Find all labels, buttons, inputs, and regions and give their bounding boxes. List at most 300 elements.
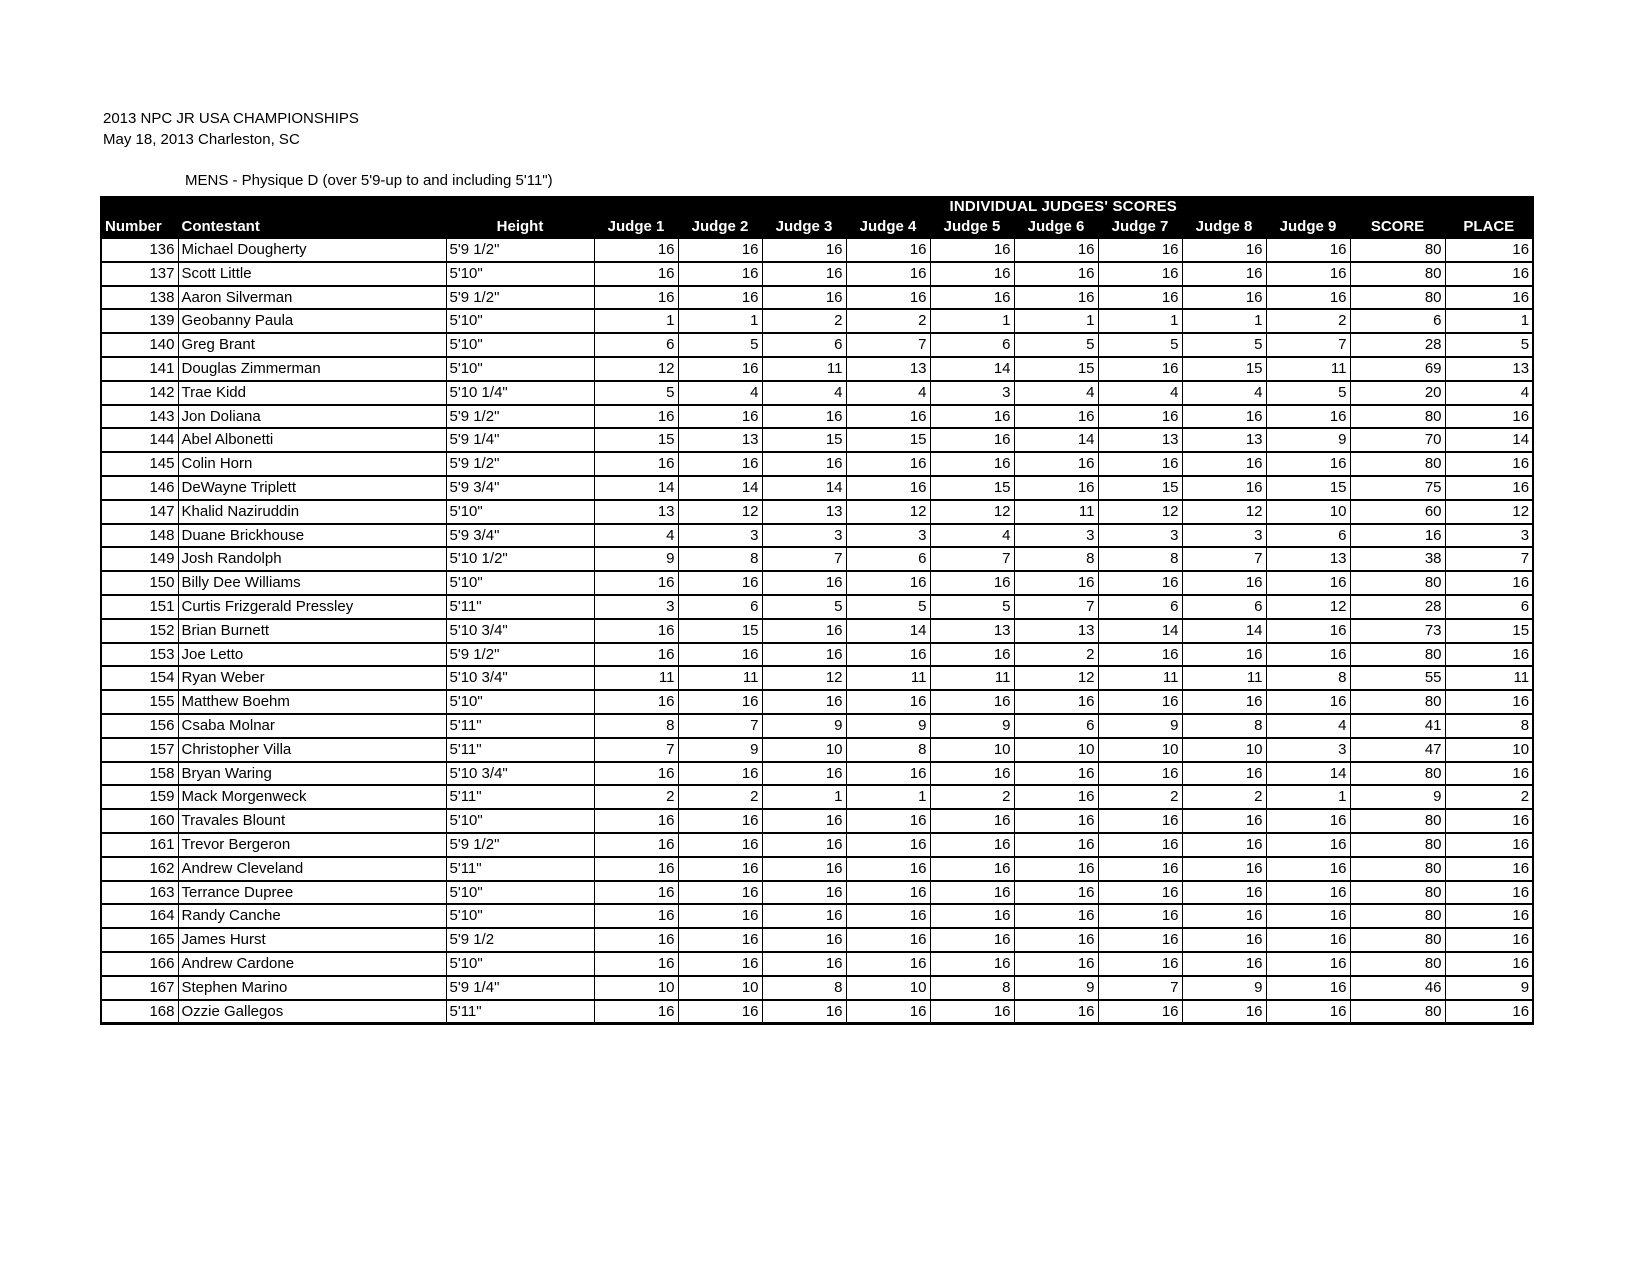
judge-8-score-cell: 16 [1182, 571, 1266, 595]
judge-5-score-cell: 16 [930, 262, 1014, 286]
height-cell: 5'9 3/4" [446, 476, 594, 500]
judge-7-score-cell: 9 [1098, 714, 1182, 738]
judge-1-score-cell: 16 [594, 928, 678, 952]
table-row [101, 428, 1533, 452]
judge-2-score-cell: 13 [678, 428, 762, 452]
table-row [101, 643, 1533, 667]
table-row [101, 666, 1533, 690]
contestant-cell: Ryan Weber [178, 666, 446, 690]
judge-6-score-cell: 16 [1014, 785, 1098, 809]
judge-1-score-cell: 11 [594, 666, 678, 690]
judge-7-score-cell: 16 [1098, 405, 1182, 429]
judge-1-score-cell: 16 [594, 833, 678, 857]
table-row [101, 381, 1533, 405]
judge-8-score-cell: 7 [1182, 547, 1266, 571]
judge-5-score-cell: 2 [930, 785, 1014, 809]
total-score-cell: 80 [1350, 833, 1445, 857]
height-cell: 5'11" [446, 595, 594, 619]
contestant-cell: Travales Blount [178, 809, 446, 833]
judge-8-score-cell: 3 [1182, 524, 1266, 548]
judge-6-score-cell: 16 [1014, 857, 1098, 881]
column-header-row [101, 216, 1533, 238]
judge-9-score-cell: 12 [1266, 595, 1350, 619]
place-cell: 16 [1445, 857, 1533, 881]
judge-5-score-cell: 16 [930, 1000, 1014, 1024]
judge-5-score-cell: 16 [930, 452, 1014, 476]
judge-1-score-cell: 16 [594, 238, 678, 262]
contestant-cell: Andrew Cleveland [178, 857, 446, 881]
judge-7-score-cell: 12 [1098, 500, 1182, 524]
judge-3-score-cell: 9 [762, 714, 846, 738]
place-cell: 14 [1445, 428, 1533, 452]
judge-1-score-cell: 16 [594, 571, 678, 595]
height-cell: 5'10" [446, 262, 594, 286]
judge-8-score-cell: 16 [1182, 286, 1266, 310]
judge-4-score-cell: 7 [846, 333, 930, 357]
table-row [101, 833, 1533, 857]
judge-4-score-cell: 16 [846, 238, 930, 262]
judge-6-score-cell: 16 [1014, 262, 1098, 286]
place-cell: 5 [1445, 333, 1533, 357]
judge-7-score-cell: 14 [1098, 619, 1182, 643]
judge-1-score-cell: 2 [594, 785, 678, 809]
height-cell: 5'10" [446, 809, 594, 833]
number-cell: 148 [101, 524, 178, 548]
contestant-cell: Curtis Frizgerald Pressley [178, 595, 446, 619]
number-cell: 141 [101, 357, 178, 381]
judge-3-score-cell: 6 [762, 333, 846, 357]
table-row [101, 857, 1533, 881]
judge-8-score-cell: 16 [1182, 690, 1266, 714]
place-cell: 16 [1445, 904, 1533, 928]
contestant-cell: Duane Brickhouse [178, 524, 446, 548]
judge-3-score-cell: 3 [762, 524, 846, 548]
place-cell: 16 [1445, 1000, 1533, 1024]
judge-5-score-cell: 4 [930, 524, 1014, 548]
number-cell: 150 [101, 571, 178, 595]
judge-9-score-cell: 16 [1266, 262, 1350, 286]
place-cell: 7 [1445, 547, 1533, 571]
total-score-cell: 80 [1350, 952, 1445, 976]
total-score-cell: 80 [1350, 928, 1445, 952]
contestant-cell: Matthew Boehm [178, 690, 446, 714]
number-cell: 153 [101, 643, 178, 667]
judge-3-score-cell: 16 [762, 904, 846, 928]
contestant-cell: Michael Dougherty [178, 238, 446, 262]
judge-6-score-cell: 6 [1014, 714, 1098, 738]
judge-2-score-cell: 16 [678, 833, 762, 857]
judge-8-score-cell: 10 [1182, 738, 1266, 762]
judge-7-score-cell: 16 [1098, 690, 1182, 714]
judge-5-score-cell: 6 [930, 333, 1014, 357]
judge-3-score-cell: 5 [762, 595, 846, 619]
judge-2-score-cell: 7 [678, 714, 762, 738]
total-score-cell: 75 [1350, 476, 1445, 500]
judge-4-score-cell: 16 [846, 904, 930, 928]
contestant-cell: Trevor Bergeron [178, 833, 446, 857]
contestant-cell: Geobanny Paula [178, 309, 446, 333]
judge-2-score-cell: 16 [678, 690, 762, 714]
judge-4-score-cell: 16 [846, 1000, 930, 1024]
judge-9-score-cell: 16 [1266, 833, 1350, 857]
judge-7-score-cell: 16 [1098, 833, 1182, 857]
judge-9-score-cell: 9 [1266, 428, 1350, 452]
column-header-judge-7: Judge 7 [1098, 216, 1182, 238]
height-cell: 5'10" [446, 357, 594, 381]
judge-6-score-cell: 2 [1014, 643, 1098, 667]
judge-8-score-cell: 8 [1182, 714, 1266, 738]
total-score-cell: 46 [1350, 976, 1445, 1000]
total-score-cell: 80 [1350, 857, 1445, 881]
judge-7-score-cell: 16 [1098, 452, 1182, 476]
judge-6-score-cell: 4 [1014, 381, 1098, 405]
judge-7-score-cell: 8 [1098, 547, 1182, 571]
judge-5-score-cell: 16 [930, 238, 1014, 262]
judge-7-score-cell: 16 [1098, 857, 1182, 881]
judge-1-score-cell: 14 [594, 476, 678, 500]
judge-6-score-cell: 16 [1014, 571, 1098, 595]
judge-9-score-cell: 8 [1266, 666, 1350, 690]
height-cell: 5'11" [446, 785, 594, 809]
judge-8-score-cell: 9 [1182, 976, 1266, 1000]
table-row [101, 952, 1533, 976]
judge-6-score-cell: 5 [1014, 333, 1098, 357]
contestant-cell: Mack Morgenweck [178, 785, 446, 809]
table-row [101, 357, 1533, 381]
judge-1-score-cell: 1 [594, 309, 678, 333]
number-cell: 165 [101, 928, 178, 952]
height-cell: 5'10 1/4" [446, 381, 594, 405]
number-cell: 154 [101, 666, 178, 690]
place-cell: 16 [1445, 881, 1533, 905]
height-cell: 5'10" [446, 571, 594, 595]
contestant-cell: Josh Randolph [178, 547, 446, 571]
band-header-row [101, 197, 1533, 216]
judge-9-score-cell: 16 [1266, 643, 1350, 667]
place-cell: 16 [1445, 286, 1533, 310]
height-cell: 5'11" [446, 857, 594, 881]
place-cell: 16 [1445, 238, 1533, 262]
judge-2-score-cell: 16 [678, 405, 762, 429]
judge-5-score-cell: 8 [930, 976, 1014, 1000]
judge-5-score-cell: 14 [930, 357, 1014, 381]
place-cell: 12 [1445, 500, 1533, 524]
column-header-judge-4: Judge 4 [846, 216, 930, 238]
judge-3-score-cell: 16 [762, 571, 846, 595]
judge-9-score-cell: 14 [1266, 762, 1350, 786]
total-score-cell: 80 [1350, 571, 1445, 595]
number-cell: 143 [101, 405, 178, 429]
judge-3-score-cell: 1 [762, 785, 846, 809]
table-row [101, 1000, 1533, 1024]
judge-2-score-cell: 1 [678, 309, 762, 333]
judge-9-score-cell: 16 [1266, 452, 1350, 476]
table-row [101, 405, 1533, 429]
judge-4-score-cell: 16 [846, 405, 930, 429]
place-cell: 16 [1445, 809, 1533, 833]
judge-5-score-cell: 16 [930, 690, 1014, 714]
total-score-cell: 80 [1350, 643, 1445, 667]
judge-7-score-cell: 2 [1098, 785, 1182, 809]
place-cell: 16 [1445, 690, 1533, 714]
judge-2-score-cell: 10 [678, 976, 762, 1000]
judge-1-score-cell: 16 [594, 762, 678, 786]
total-score-cell: 16 [1350, 524, 1445, 548]
judge-9-score-cell: 10 [1266, 500, 1350, 524]
judge-3-score-cell: 14 [762, 476, 846, 500]
judge-5-score-cell: 16 [930, 286, 1014, 310]
total-score-cell: 28 [1350, 333, 1445, 357]
number-cell: 146 [101, 476, 178, 500]
judge-2-score-cell: 15 [678, 619, 762, 643]
table-row [101, 809, 1533, 833]
judge-8-score-cell: 16 [1182, 238, 1266, 262]
judge-3-score-cell: 16 [762, 619, 846, 643]
judge-9-score-cell: 11 [1266, 357, 1350, 381]
contestant-cell: Douglas Zimmerman [178, 357, 446, 381]
judge-7-score-cell: 16 [1098, 1000, 1182, 1024]
judge-7-score-cell: 16 [1098, 643, 1182, 667]
judge-1-score-cell: 16 [594, 262, 678, 286]
judge-9-score-cell: 16 [1266, 952, 1350, 976]
judge-4-score-cell: 16 [846, 690, 930, 714]
judge-7-score-cell: 15 [1098, 476, 1182, 500]
judge-6-score-cell: 3 [1014, 524, 1098, 548]
judge-7-score-cell: 7 [1098, 976, 1182, 1000]
height-cell: 5'9 1/4" [446, 428, 594, 452]
judge-7-score-cell: 10 [1098, 738, 1182, 762]
height-cell: 5'10 1/2" [446, 547, 594, 571]
judge-7-score-cell: 16 [1098, 762, 1182, 786]
place-cell: 15 [1445, 619, 1533, 643]
judge-4-score-cell: 16 [846, 286, 930, 310]
place-cell: 16 [1445, 833, 1533, 857]
table-row [101, 333, 1533, 357]
table-row [101, 738, 1533, 762]
judge-8-score-cell: 11 [1182, 666, 1266, 690]
total-score-cell: 80 [1350, 904, 1445, 928]
judge-6-score-cell: 9 [1014, 976, 1098, 1000]
judge-6-score-cell: 16 [1014, 286, 1098, 310]
judge-8-score-cell: 16 [1182, 928, 1266, 952]
table-row [101, 547, 1533, 571]
judge-2-score-cell: 16 [678, 452, 762, 476]
number-cell: 139 [101, 309, 178, 333]
judge-8-score-cell: 6 [1182, 595, 1266, 619]
judge-4-score-cell: 16 [846, 857, 930, 881]
place-cell: 16 [1445, 262, 1533, 286]
judge-9-score-cell: 16 [1266, 904, 1350, 928]
event-date-location: May 18, 2013 Charleston, SC [103, 131, 300, 148]
total-score-cell: 80 [1350, 809, 1445, 833]
column-header-judge-6: Judge 6 [1014, 216, 1098, 238]
place-cell: 11 [1445, 666, 1533, 690]
column-header-judge-2: Judge 2 [678, 216, 762, 238]
judge-9-score-cell: 16 [1266, 976, 1350, 1000]
contestant-cell: Greg Brant [178, 333, 446, 357]
judge-5-score-cell: 15 [930, 476, 1014, 500]
judge-3-score-cell: 16 [762, 262, 846, 286]
total-score-cell: 73 [1350, 619, 1445, 643]
column-header-number: Number [101, 216, 178, 238]
contestant-cell: Brian Burnett [178, 619, 446, 643]
judge-5-score-cell: 12 [930, 500, 1014, 524]
height-cell: 5'9 1/2" [446, 833, 594, 857]
judge-2-score-cell: 16 [678, 643, 762, 667]
contestant-cell: Stephen Marino [178, 976, 446, 1000]
judge-2-score-cell: 12 [678, 500, 762, 524]
judge-3-score-cell: 16 [762, 405, 846, 429]
total-score-cell: 80 [1350, 262, 1445, 286]
contestant-cell: Colin Horn [178, 452, 446, 476]
contestant-cell: Joe Letto [178, 643, 446, 667]
judge-5-score-cell: 1 [930, 309, 1014, 333]
judge-2-score-cell: 16 [678, 238, 762, 262]
judge-9-score-cell: 1 [1266, 785, 1350, 809]
judge-8-score-cell: 16 [1182, 643, 1266, 667]
table-body [101, 238, 1533, 1024]
total-score-cell: 80 [1350, 881, 1445, 905]
total-score-cell: 80 [1350, 405, 1445, 429]
judge-9-score-cell: 15 [1266, 476, 1350, 500]
total-score-cell: 69 [1350, 357, 1445, 381]
height-cell: 5'11" [446, 1000, 594, 1024]
place-cell: 16 [1445, 762, 1533, 786]
judge-1-score-cell: 9 [594, 547, 678, 571]
number-cell: 151 [101, 595, 178, 619]
contestant-cell: Billy Dee Williams [178, 571, 446, 595]
judge-2-score-cell: 11 [678, 666, 762, 690]
number-cell: 164 [101, 904, 178, 928]
judge-2-score-cell: 6 [678, 595, 762, 619]
judge-3-score-cell: 13 [762, 500, 846, 524]
number-cell: 140 [101, 333, 178, 357]
judge-5-score-cell: 16 [930, 952, 1014, 976]
number-cell: 163 [101, 881, 178, 905]
contestant-cell: Trae Kidd [178, 381, 446, 405]
height-cell: 5'9 1/2" [446, 286, 594, 310]
judge-1-score-cell: 8 [594, 714, 678, 738]
judge-2-score-cell: 4 [678, 381, 762, 405]
judge-7-score-cell: 13 [1098, 428, 1182, 452]
judge-2-score-cell: 16 [678, 286, 762, 310]
contestant-cell: James Hurst [178, 928, 446, 952]
judge-4-score-cell: 12 [846, 500, 930, 524]
place-cell: 1 [1445, 309, 1533, 333]
place-cell: 16 [1445, 571, 1533, 595]
contestant-cell: Scott Little [178, 262, 446, 286]
judge-4-score-cell: 16 [846, 643, 930, 667]
table-row [101, 452, 1533, 476]
contestant-cell: Abel Albonetti [178, 428, 446, 452]
judges-scores-table [100, 196, 1534, 1025]
judge-7-score-cell: 16 [1098, 571, 1182, 595]
table-row [101, 238, 1533, 262]
judge-8-score-cell: 16 [1182, 1000, 1266, 1024]
judge-1-score-cell: 16 [594, 881, 678, 905]
number-cell: 158 [101, 762, 178, 786]
column-header-contestant: Contestant [178, 216, 446, 238]
judge-7-score-cell: 5 [1098, 333, 1182, 357]
place-cell: 16 [1445, 405, 1533, 429]
judge-9-score-cell: 16 [1266, 405, 1350, 429]
judge-4-score-cell: 1 [846, 785, 930, 809]
total-score-cell: 80 [1350, 1000, 1445, 1024]
table-row [101, 690, 1533, 714]
judge-2-score-cell: 16 [678, 762, 762, 786]
place-cell: 16 [1445, 928, 1533, 952]
number-cell: 145 [101, 452, 178, 476]
judge-5-score-cell: 16 [930, 833, 1014, 857]
judge-2-score-cell: 3 [678, 524, 762, 548]
judge-7-score-cell: 4 [1098, 381, 1182, 405]
judge-7-score-cell: 11 [1098, 666, 1182, 690]
table-row [101, 500, 1533, 524]
judge-4-score-cell: 13 [846, 357, 930, 381]
table-row [101, 976, 1533, 1000]
place-cell: 16 [1445, 476, 1533, 500]
height-cell: 5'9 1/2" [446, 238, 594, 262]
number-cell: 168 [101, 1000, 178, 1024]
judge-4-score-cell: 16 [846, 762, 930, 786]
judge-9-score-cell: 16 [1266, 690, 1350, 714]
height-cell: 5'10 3/4" [446, 762, 594, 786]
judge-8-score-cell: 16 [1182, 881, 1266, 905]
height-cell: 5'10 3/4" [446, 666, 594, 690]
judge-8-score-cell: 16 [1182, 452, 1266, 476]
judge-1-score-cell: 16 [594, 643, 678, 667]
judge-5-score-cell: 10 [930, 738, 1014, 762]
judge-7-score-cell: 16 [1098, 238, 1182, 262]
table-row [101, 476, 1533, 500]
judge-5-score-cell: 16 [930, 928, 1014, 952]
column-header-judge-5: Judge 5 [930, 216, 1014, 238]
judge-8-score-cell: 16 [1182, 476, 1266, 500]
contestant-cell: Aaron Silverman [178, 286, 446, 310]
total-score-cell: 41 [1350, 714, 1445, 738]
height-cell: 5'10" [446, 690, 594, 714]
judge-4-score-cell: 16 [846, 476, 930, 500]
height-cell: 5'9 1/2" [446, 452, 594, 476]
total-score-cell: 80 [1350, 286, 1445, 310]
total-score-cell: 70 [1350, 428, 1445, 452]
judge-2-score-cell: 16 [678, 952, 762, 976]
total-score-cell: 38 [1350, 547, 1445, 571]
judge-6-score-cell: 16 [1014, 476, 1098, 500]
number-cell: 155 [101, 690, 178, 714]
judge-5-score-cell: 16 [930, 809, 1014, 833]
total-score-cell: 80 [1350, 690, 1445, 714]
contestant-cell: Christopher Villa [178, 738, 446, 762]
judge-3-score-cell: 16 [762, 881, 846, 905]
judge-7-score-cell: 3 [1098, 524, 1182, 548]
table-row [101, 619, 1533, 643]
height-cell: 5'9 1/4" [446, 976, 594, 1000]
judge-5-score-cell: 9 [930, 714, 1014, 738]
judge-3-score-cell: 16 [762, 643, 846, 667]
judge-6-score-cell: 16 [1014, 762, 1098, 786]
height-cell: 5'10" [446, 881, 594, 905]
height-cell: 5'10" [446, 904, 594, 928]
judge-7-score-cell: 16 [1098, 262, 1182, 286]
contestant-cell: Andrew Cardone [178, 952, 446, 976]
judge-7-score-cell: 16 [1098, 904, 1182, 928]
place-cell: 16 [1445, 952, 1533, 976]
judge-4-score-cell: 2 [846, 309, 930, 333]
judge-3-score-cell: 15 [762, 428, 846, 452]
judge-6-score-cell: 16 [1014, 1000, 1098, 1024]
judge-6-score-cell: 10 [1014, 738, 1098, 762]
